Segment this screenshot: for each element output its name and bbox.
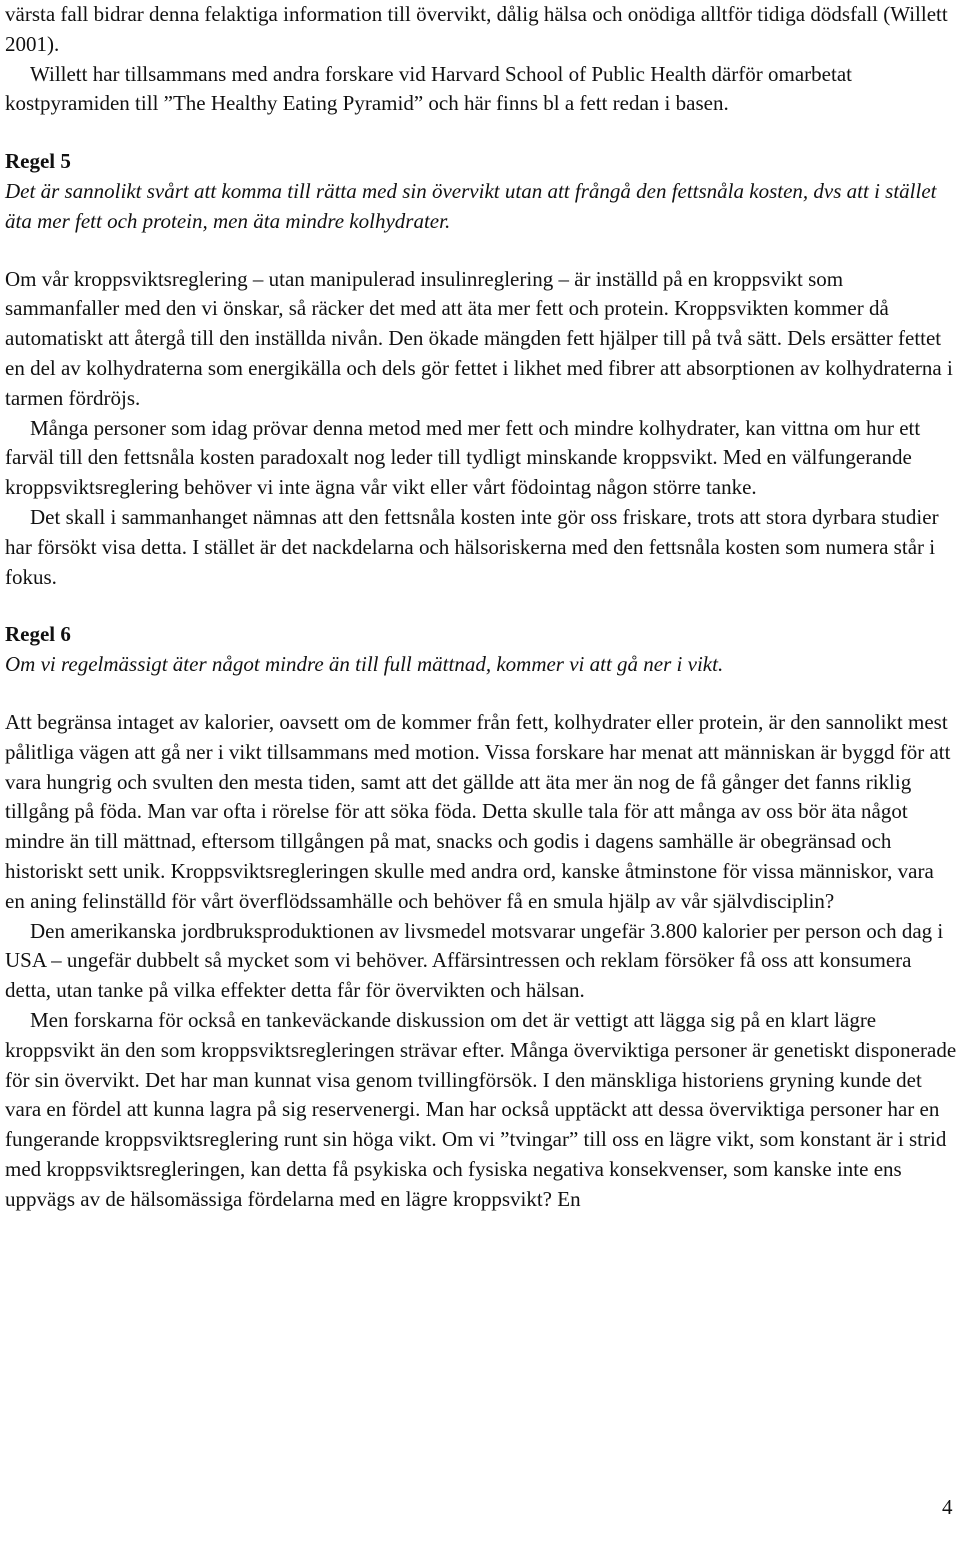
rule-5-statement: Det är sannolikt svårt att komma till rätta med sin övervikt utan att frångå den fettsnåla kosten, dvs att i stället äta mer fett och protein, men äta mindre kolhydrater. <box>5 178 937 233</box>
rule-6-heading: Regel 6 <box>5 622 71 647</box>
rule-6-paragraph: Den amerikanska jordbruksproduktionen av livsmedel motsvarar ungefär 3.800 kalorier per person och dag i USA – ungefär dubbelt så mycket som vi behöver. Affärsintressen och reklam försöker få oss att konsumera detta, utan tanke på vilka effekter detta får för övervikten och hälsan. <box>5 918 944 1003</box>
rule-6-statement: Om vi regelmässigt äter något mindre än till full mättnad, kommer vi att gå ner i vikt. <box>5 652 724 677</box>
intro-paragraph-2: Willett har tillsammans med andra forskare vid Harvard School of Public Health därför omarbetat kostpyramiden till ”The Healthy Eating Pyramid” och här finns bl a fett redan i basen. <box>5 61 852 116</box>
page-number: 4 <box>942 1495 953 1519</box>
rule-5-paragraph: Många personer som idag prövar denna metod med mer fett och mindre kolhydrater, kan vittna om hur ett farväl till den fettsnåla kosten paradoxalt nog leder till tydligt minskande kroppsvikt. Med en välfungerande kroppsviktsreglering behöver vi inte ägna vår vikt eller vårt födointag någon större tanke. <box>5 415 921 500</box>
rule-6-paragraph: Att begränsa intaget av kalorier, oavsett om de kommer från fett, kolhydrater eller protein, är den sannolikt mest pålitliga vägen att gå ner i vikt tillsammans med motion. Vissa forskare har menat att människan är byggd för att vara hungrig och svulten den mesta tiden, samt att det gällde att äta mer än nog de få gånger det fanns riklig tillgång på föda. Man var ofta i rörelse för att söka föda. Detta skulle tala för att många av oss bör äta något mindre än till mättnad, eftersom tillgången på mat, snacks och godis i dagens samhälle är obegränsad och historiskt sett unik. Kroppsviktsregleringen skulle med andra ord, kanske åtminstone för vissa människor, vara en aning felinställd för vårt överflödssamhälle och behöver få en smula hjälp av vår självdisciplin? <box>5 709 951 913</box>
rule-5-heading: Regel 5 <box>5 149 71 174</box>
rule-6-paragraph: Men forskarna för också en tankeväckande diskussion om det är vettigt att lägga sig på en klart lägre kroppsvikt än den som kroppsviktsregleringen strävar efter. Många överviktiga personer är genetiskt disponerade för sin övervikt. Det har man kunnat visa genom tvillingförsök. I den mänskliga historiens gryning kunde det vara en fördel att kunna lagra på sig reservenergi. Man har också upptäckt att dessa överviktiga personer har en fungerande kroppsviktsreglering runt sin höga vikt. Om vi ”tvingar” till oss en lägre vikt, som konstant är i strid med kroppsviktsregleringen, kan detta få psykiska och fysiska negativa konsekvenser, som kanske inte ens uppvägs av de hälsomässiga fördelarna med en lägre kroppsvikt? En <box>5 1007 957 1211</box>
rule-5-paragraph: Det skall i sammanhanget nämnas att den fettsnåla kosten inte gör oss friskare, trots att stora dyrbara studier har försökt visa detta. I stället är det nackdelarna och hälsoriskerna med den fettsnåla kosten som numera står i fokus. <box>5 504 939 589</box>
document-page <box>5 0 957 1214</box>
rule-5-paragraph: Om vår kroppsviktsreglering – utan manipulerad insulinreglering – är inställd på en kroppsvikt som sammanfaller med den vi önskar, så räcker det med att äta mer fett och protein. Kroppsvikten kommer då automatiskt att återgå till den inställda nivån. Den ökade mängden fett hjälper till på två sätt. Dels ersätter fettet en del av kolhydraterna som energikälla och dels gör fettet i likhet med fibrer att absorptionen av kolhydraterna i tarmen fördröjs. <box>5 266 953 410</box>
intro-paragraph-1: värsta fall bidrar denna felaktiga information till övervikt, dålig hälsa och onödiga alltför tidiga dödsfall (Willett 2001). <box>5 2 948 56</box>
